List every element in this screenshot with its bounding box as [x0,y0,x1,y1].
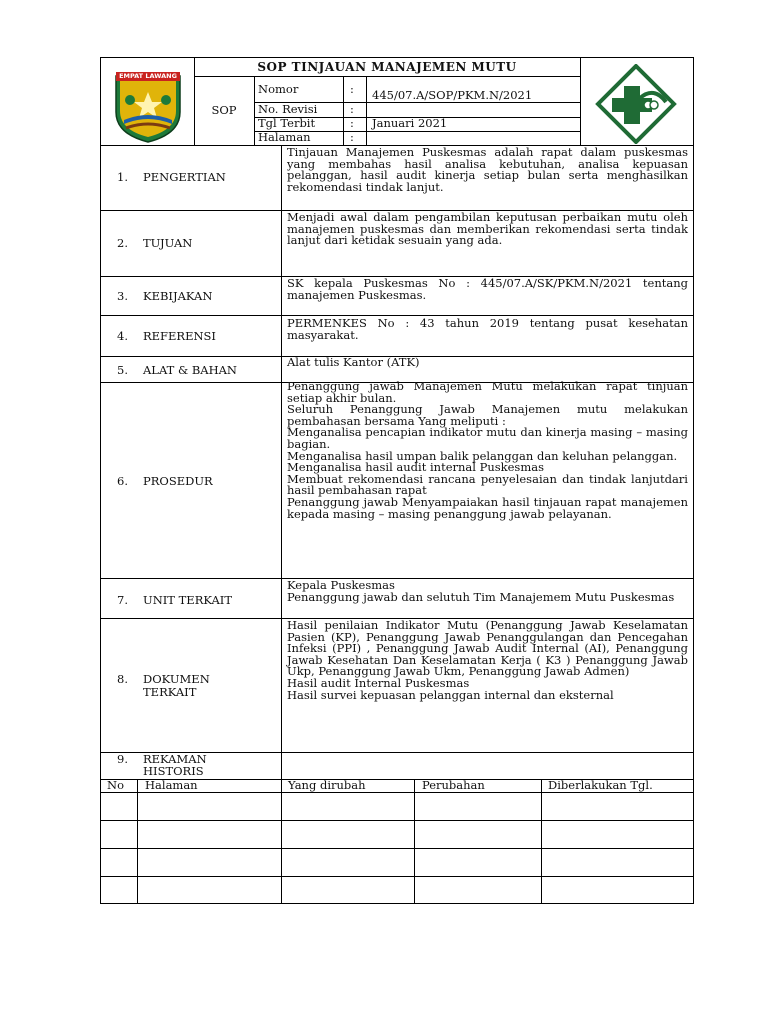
section-3-number: 3. [117,289,128,303]
section-9-label-2: HISTORIS [143,764,204,778]
section-5-content: Alat tulis Kantor (ATK) [287,355,420,369]
section-4-label: REFERENSI [143,329,216,343]
history-header-perubahan: Perubahan [422,778,485,792]
halaman-colon: : [350,130,354,144]
revisi-label: No. Revisi [258,102,318,116]
sop-label: SOP [211,103,237,117]
section-6-content: Penanggung jawab Manajemen Mutu melakukan rapat tinjuan setiap akhir bulan. Seluruh Penanggung Jawab Manajemen mutu melakukan pembahasan bersama Yang meliputi : Menganalisa pencapian indikator mutu dan kinerja masing – masing bagian. Menganalisa hasil umpan balik pelanggan dan keluhan pelanggan. Menganalisa hasil audit internal Puskesmas Membuat rekomendasi rancana penyelesaian dan tindak lanjutdari hasil pembahasan rapat Penanggung jawab Menyampaiakan hasil tinjauan rapat manajemen kepada masing – masing penanggung jawab pelayanan. [287,379,688,521]
section-2-number: 2. [117,236,128,250]
section-8-number: 8. [117,672,128,686]
nomor-value: 445/07.A/SOP/PKM.N/2021 [372,88,533,102]
section-6-number: 6. [117,474,128,488]
section-5-label: ALAT & BAHAN [143,363,237,377]
revisi-colon: : [350,102,354,116]
section-4-content: PERMENKES No : 43 tahun 2019 tentang pusat kesehatan masyarakat. [287,316,688,342]
section-6-label: PROSEDUR [143,474,213,488]
terbit-label: Tgl Terbit [258,116,316,130]
section-7-label: UNIT TERKAIT [143,593,232,607]
logo-caption: EMPAT LAWANG [119,72,177,80]
section-7-content: Kepala Puskesmas Penanggung jawab dan selutuh Tim Manajemem Mutu Puskesmas [287,578,675,604]
regency-logo [108,64,188,144]
section-3-label: KEBIJAKAN [143,289,213,303]
section-1-label: PENGERTIAN [143,170,226,184]
history-header-no: No [107,778,124,792]
section-3-content: SK kepala Puskesmas No : 445/07.A/SK/PKM.N/2021 tentang manajemen Puskesmas. [287,276,688,302]
section-8-label: DOKUMEN [143,672,210,686]
nomor-colon: : [350,82,354,96]
halaman-label: Halaman [258,130,311,144]
puskesmas-logo [594,64,678,144]
section-4-number: 4. [117,329,128,343]
section-8-content: Hasil penilaian Indikator Mutu (Penanggung Jawab Keselamatan Pasien (KP), Penanggung Jawab Penanggulangan dan Pencegahan Infeksi (PPI) , Penanggung Jawab Audit Internal (AI), Penanggung Jawab Kesehatan Dan Keselamatan Kerja ( K3 ) Penanggung Jawab Ukp, Penanggung Jawab Ukm, Penanggung Jawab Admen) Hasil audit Internal Puskesmas Hasil survei kepuasan pelanggan internal dan eksternal [287,618,688,702]
section-9-number: 9. [117,752,128,766]
history-header-diberlakukan: Diberlakukan Tgl. [548,778,653,792]
nomor-label: Nomor [258,82,299,96]
terbit-colon: : [350,116,354,130]
page-title: SOP TINJAUAN MANAJEMEN MUTU [257,60,517,74]
history-header-halaman: Halaman [145,778,198,792]
section-1-content: Tinjauan Manajemen Puskesmas adalah rapat dalam puskesmas yang membahas hasil analisa kebutuhan, analisa kepuasan pelanggan, hasil audit kinerja setiap bulan serta menghasilkan rekomendasi tindak lanjut. [287,145,688,194]
section-2-content: Menjadi awal dalam pengambilan keputusan perbaikan mutu oleh manajemen puskesmas dan memberikan rekomendasi serta tindak lanjut dari ketidak sesuain yang ada. [287,210,688,248]
section-8-label-2: TERKAIT [143,685,197,699]
section-2-label: TUJUAN [143,236,193,250]
history-header-yang-dirubah: Yang dirubah [288,778,366,792]
section-1-number: 1. [117,170,128,184]
section-7-number: 7. [117,593,128,607]
terbit-value: Januari 2021 [372,116,448,130]
section-5-number: 5. [117,363,128,377]
section-9-label: REKAMAN [143,752,207,766]
